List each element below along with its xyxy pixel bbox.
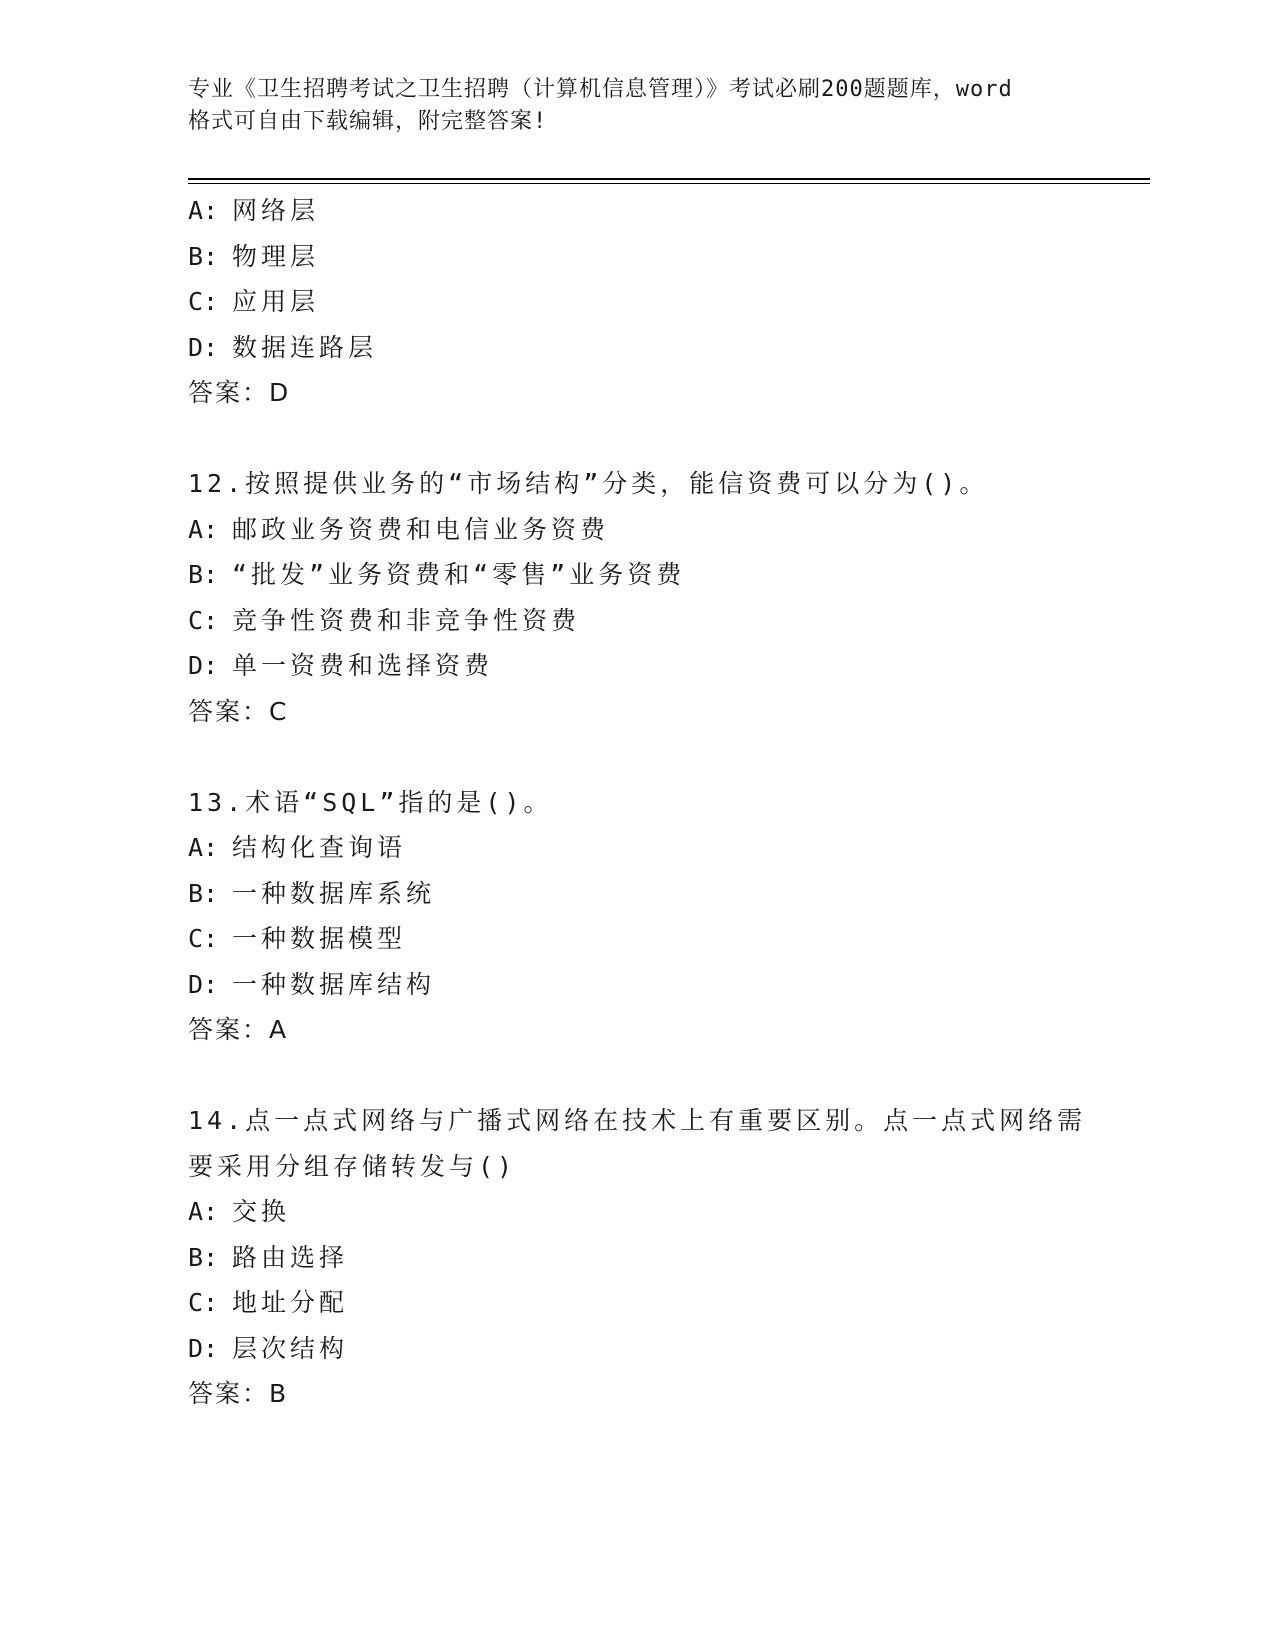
header-title-line-1: 专业《卫生招聘考试之卫生招聘（计算机信息管理）》考试必刷200题题库，word bbox=[188, 77, 1013, 102]
header-divider-thick bbox=[188, 178, 1150, 180]
option-label: D: bbox=[188, 651, 219, 680]
option-b bbox=[188, 1235, 1138, 1281]
option-text: 一种数据模型 bbox=[232, 924, 407, 953]
option-label: A: bbox=[188, 196, 219, 225]
option-text: 交换 bbox=[232, 1197, 291, 1226]
option-label: C: bbox=[188, 1288, 219, 1317]
option-c bbox=[188, 916, 1138, 962]
option-d bbox=[188, 962, 1138, 1008]
option-text: 竞争性资费和非竞争性资费 bbox=[232, 605, 581, 635]
question-11 bbox=[188, 188, 1138, 416]
option-text: 一种数据库系统 bbox=[232, 878, 436, 908]
header-title-line-2: 格式可自由下载编辑，附完整答案! bbox=[188, 109, 548, 134]
option-a bbox=[188, 1189, 1138, 1235]
answer-line: 答案：D bbox=[188, 378, 291, 407]
question-list bbox=[188, 188, 1138, 1417]
question-stem: 12.按照提供业务的“市场结构”分类，能信资费可以分为()。 bbox=[188, 469, 989, 498]
spacer bbox=[188, 416, 1138, 462]
option-label: D: bbox=[188, 332, 219, 362]
answer-line: 答案：B bbox=[188, 1379, 289, 1408]
question-14 bbox=[188, 1098, 1138, 1417]
spacer bbox=[188, 1053, 1138, 1099]
option-label: D: bbox=[188, 969, 219, 999]
option-label: B: bbox=[188, 1242, 219, 1272]
option-b bbox=[188, 552, 1138, 598]
question-13 bbox=[188, 780, 1138, 1053]
option-text: 数据连路层 bbox=[232, 332, 378, 362]
option-a bbox=[188, 507, 1138, 553]
option-label: D: bbox=[188, 1333, 219, 1363]
option-b bbox=[188, 871, 1138, 917]
option-label: B: bbox=[188, 560, 219, 589]
option-d bbox=[188, 643, 1138, 689]
answer-line: 答案：C bbox=[188, 696, 289, 726]
option-c bbox=[188, 279, 1138, 325]
option-text: 邮政业务资费和电信业务资费 bbox=[232, 514, 610, 544]
spacer bbox=[188, 734, 1138, 780]
option-text: 物理层 bbox=[232, 241, 320, 271]
document-header bbox=[188, 74, 1088, 138]
option-text: 一种数据库结构 bbox=[232, 969, 436, 999]
option-b bbox=[188, 234, 1138, 280]
option-label: A: bbox=[188, 833, 219, 862]
option-a bbox=[188, 825, 1138, 871]
option-text: 网络层 bbox=[232, 196, 320, 225]
option-label: C: bbox=[188, 605, 219, 635]
option-d bbox=[188, 325, 1138, 371]
option-text: 单一资费和选择资费 bbox=[232, 651, 494, 680]
option-text: 路由选择 bbox=[232, 1242, 349, 1272]
option-text: 应用层 bbox=[232, 287, 320, 316]
header-divider-thin bbox=[188, 183, 1150, 184]
option-label: B: bbox=[188, 241, 219, 271]
option-text: 层次结构 bbox=[232, 1333, 349, 1363]
option-label: B: bbox=[188, 878, 219, 908]
question-stem-line-2: 要采用分组存储转发与() bbox=[188, 1151, 517, 1181]
option-c bbox=[188, 598, 1138, 644]
option-d bbox=[188, 1326, 1138, 1372]
option-label: A: bbox=[188, 514, 219, 544]
question-stem: 13.术语“SQL”指的是()。 bbox=[188, 787, 553, 817]
answer-line: 答案：A bbox=[188, 1015, 289, 1044]
option-text: 地址分配 bbox=[232, 1288, 349, 1317]
option-c bbox=[188, 1280, 1138, 1326]
option-label: C: bbox=[188, 924, 219, 953]
option-text: “批发”业务资费和“零售”业务资费 bbox=[232, 560, 686, 589]
option-label: C: bbox=[188, 287, 219, 316]
option-text: 结构化查询语 bbox=[232, 833, 407, 862]
option-a bbox=[188, 188, 1138, 234]
question-12 bbox=[188, 461, 1138, 734]
question-stem-line-1: 14.点一点式网络与广播式网络在技术上有重要区别。点一点式网络需 bbox=[188, 1106, 1087, 1135]
option-label: A: bbox=[188, 1197, 219, 1226]
